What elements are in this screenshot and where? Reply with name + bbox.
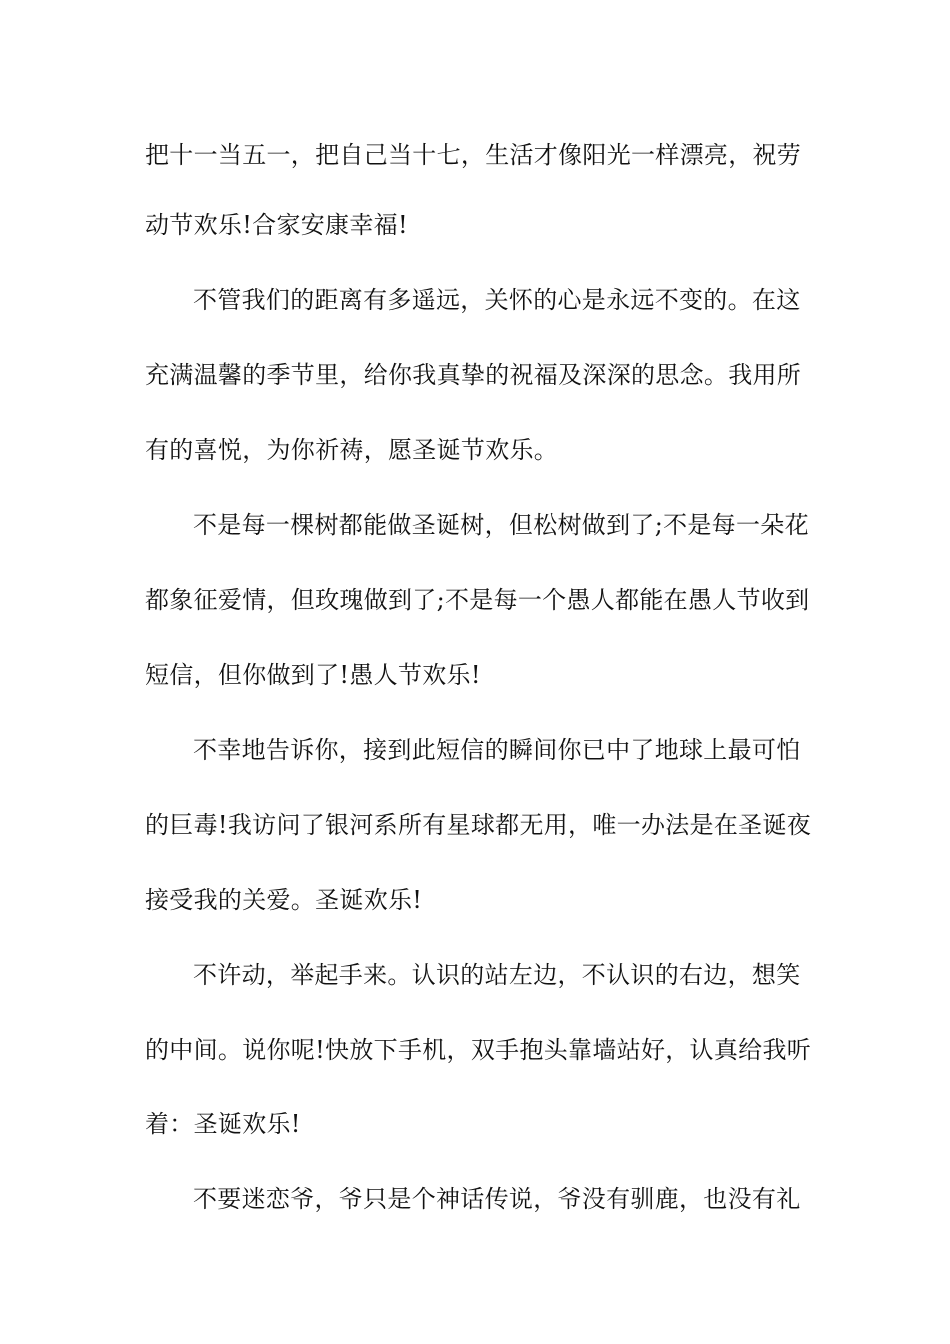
text-line: 接受我的关爱。圣诞欢乐!	[145, 886, 423, 914]
paragraph-first-line: 不是每一棵树都能做圣诞树，但松树做到了;不是每一朵花	[193, 511, 809, 539]
text-line: 动节欢乐!合家安康幸福!	[145, 211, 408, 239]
paragraph-first-line: 不管我们的距离有多遥远，关怀的心是永远不变的。在这	[193, 286, 801, 314]
text-line: 充满温馨的季节里，给你我真挚的祝福及深深的思念。我用所	[145, 361, 802, 389]
text-line: 有的喜悦，为你祈祷，愿圣诞节欢乐。	[145, 436, 559, 464]
paragraph-first-line: 不许动，举起手来。认识的站左边，不认识的右边，想笑	[193, 961, 801, 989]
text-line: 把十一当五一，把自己当十七，生活才像阳光一样漂亮，祝劳	[145, 141, 802, 169]
text-line: 短信，但你做到了!愚人节欢乐!	[145, 661, 481, 689]
text-line: 的中间。说你呢!快放下手机，双手抱头靠墙站好，认真给我听	[145, 1036, 812, 1064]
paragraph-first-line: 不幸地告诉你，接到此短信的瞬间你已中了地球上最可怕	[193, 736, 801, 764]
paragraph-first-line: 不要迷恋爷，爷只是个神话传说，爷没有驯鹿，也没有礼	[193, 1185, 801, 1213]
text-line: 着：圣诞欢乐!	[145, 1110, 301, 1138]
text-line: 都象征爱情，但玫瑰做到了;不是每一个愚人都能在愚人节收到	[145, 586, 810, 614]
text-line: 的巨毒!我访问了银河系所有星球都无用，唯一办法是在圣诞夜	[145, 811, 812, 839]
